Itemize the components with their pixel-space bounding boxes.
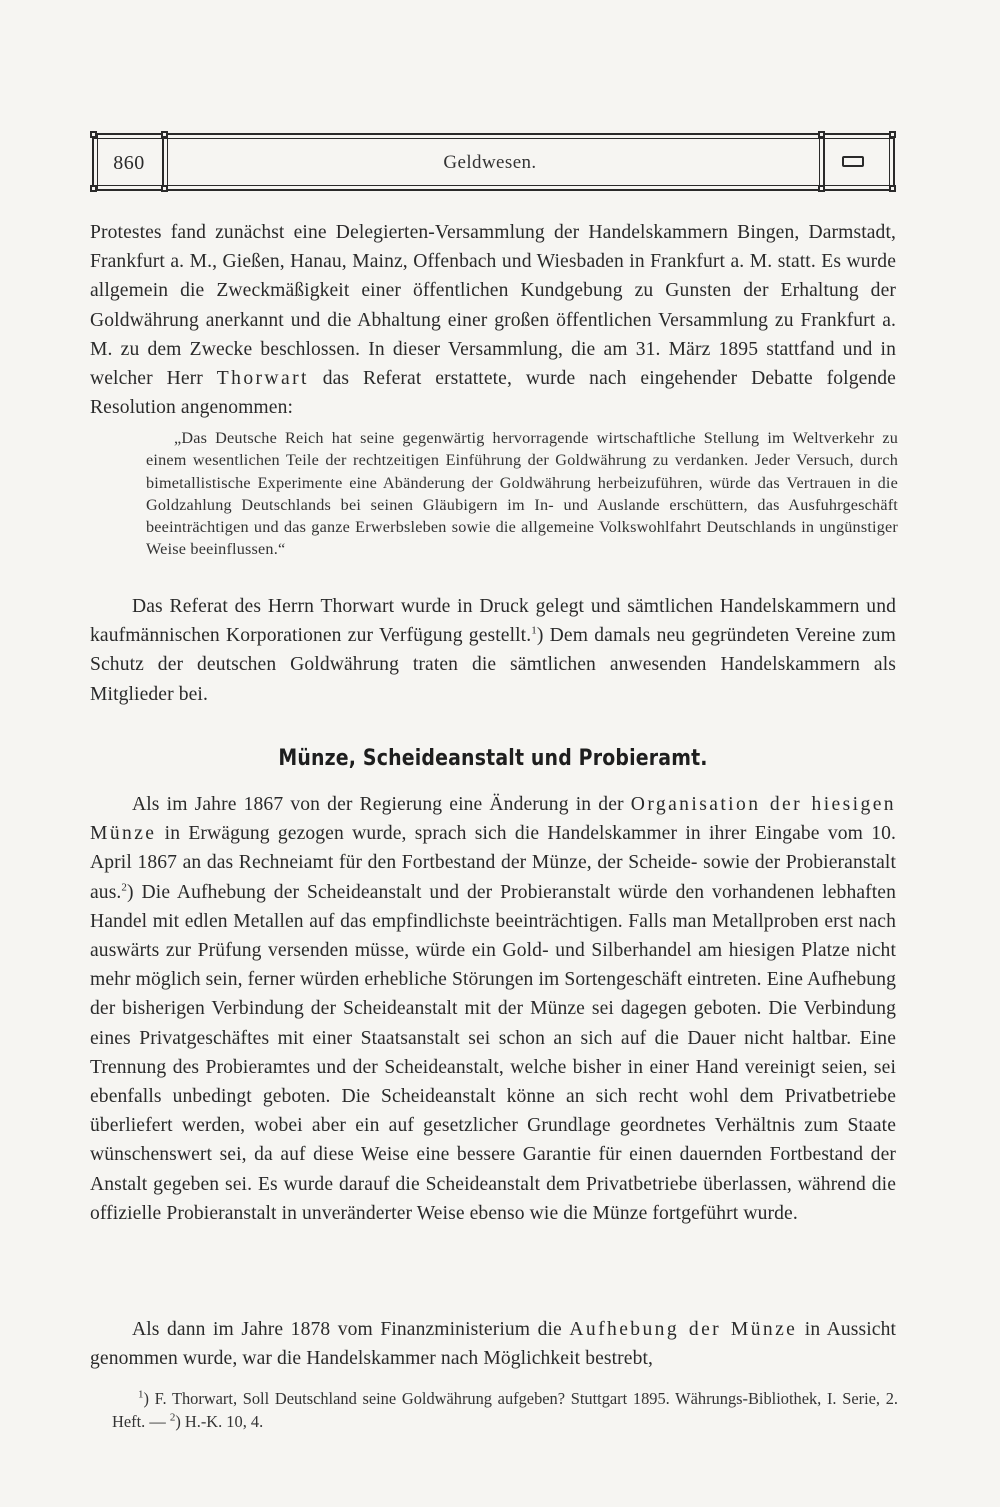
section-heading: Münze, Scheideanstalt und Probieramt. — [278, 746, 708, 771]
running-title: Geldwesen. — [443, 152, 537, 173]
footnote-mark-2: 2 — [121, 881, 128, 894]
paragraph-3: Als im Jahre 1867 von der Regierung eine Änderung in der Organisation der hiesigen Münze in Erwägung gezogen wurde, sprach sich die Handelskammer in ihrer Eingabe vom 10. April 1867 an das Rechneiamt für den Fortbestand der Münze, der Scheide- sowie der Probieranstalt aus.$^2$) Die Aufhebung der Scheideanstalt und der Probieranstalt würde den vorhandenen lebhaften Handel mit edlen Metallen auf das empfindlichste beeinträchtigen. Falls man Metallproben erst nach auswärts zur Prüfung versenden müsse, würde ein Gold- und Silberhandel am hiesigen Platze nicht mehr möglich sein, ferner würden erhebliche Störungen im Sortengeschäft eintreten. Eine Aufhebung der bisherigen Verbindung der Scheideanstalt mit der Münze sei dagegen geboten. Die Verbindung eines Privatgeschäftes mit einer Staatsanstalt sei schon an sich auf die Dauer nicht haltbar. Eine Trennung des Probieramtes und der Scheideanstalt, welche bisher in einer Hand vereinigt seien, sei ebenfalls unbedingt geboten. Die Scheideanstalt könne an sich recht wohl dem Privatbetriebe überliefert werden, wobei aber ein auf gesetzlicher Grundlage geordnetes Verhältnis zum Staate wünschenswert sei, da auf diese Weise eine bessere Garantie für einen dauernden Fortbestand der Anstalt gegeben sei. Es wurde darauf die Scheideanstalt dem Privatbetriebe überlassen, während die offizielle Probieranstalt in unveränderter Weise ebenso wie die Münze fortgeführt wurde. — [90, 794, 896, 1224]
header-ornament-icon — [842, 156, 864, 167]
paragraph-2: Das Referat des Herrn Thorwart wurde in Druck gelegt und sämtlichen Handelskammern und kaufmännischen Korporationen zur Verfügung gestellt.$^1$) Dem damals neu gegründeten Vereine zum Schutz der deutschen Goldwährung traten die sämtlichen anwesenden Handelskammern als Mitglieder bei. — [90, 596, 896, 705]
footnote-1: ) F. Thorwart, Soll Deutschland seine Goldwährung aufgeben? Stuttgart 1895. Währungs-Bibliothek, I. Serie, 2. Heft. — — [112, 1389, 898, 1431]
paragraph-1-block — [90, 218, 896, 422]
page-number: 860 — [113, 152, 145, 174]
footnote-mark-1: 1 — [531, 624, 537, 637]
footnote-2: ) H.-K. 10, 4. — [175, 1411, 264, 1431]
name-thorwart: Thorwart — [216, 368, 309, 390]
paragraph-2-block — [90, 592, 896, 709]
paragraph-4-block — [90, 1315, 896, 1373]
paragraph-1: Protestes fand zunächst eine Delegierten-Versammlung der Handelskammern Bingen, Darmstadt, Frankfurt a. M., Gießen, Hanau, Mainz, Offenbach und Wiesbaden in Frankfurt a. M. statt. Es wurde allgemein die Zweckmäßigkeit einer öffentlichen Kundgebung zu Gunsten der Erhaltung der Goldwährung anerkannt und die Abhaltung einer großen öffentlichen Versammlung zu Frankfurt a. M. zu dem Zwecke beschlossen. In dieser Versammlung, die am 31. März 1895 stattfand und in welcher Herr Thorwart das Referat erstattete, wurde nach eingehender Debatte folgende Resolution angenommen: — [90, 222, 896, 419]
footnotes: $^1$) F. Thorwart, Soll Deutschland seine Goldwährung aufgeben? Stuttgart 1895. Währungs-Bibliothek, I. Serie, 2. Heft. — $^2$) H.-K. 10, 4. — [112, 1388, 898, 1431]
resolution-quote: „Das Deutsche Reich hat seine gegenwärtig hervorragende wirtschaftliche Stellung im Weltverkehr zu einem wesentlichen Teile der rechtzeitigen Einführung der Goldwährung zu verdanken. Jeder Versuch, durch bimetallistische Experimente eine Abänderung der Goldwährung herbeizuführen, würde das Vertrauen in die Goldzahlung Deutschlands bei seinen Gläubigern im In- und Auslande erschüttern, das Ausfuhrgeschäft beeinträchtigen und das ganze Erwerbsleben sowie die allgemeine Volkswohlfahrt Deutschlands in ungünstiger Weise beeinflussen.“ — [146, 429, 898, 559]
paragraph-3-block — [90, 790, 896, 1228]
paragraph-4: Als dann im Jahre 1878 vom Finanzministerium die Aufhebung der Münze in Aussicht genommen wurde, war die Handelskammer nach Möglichkeit bestrebt, — [90, 1319, 897, 1370]
